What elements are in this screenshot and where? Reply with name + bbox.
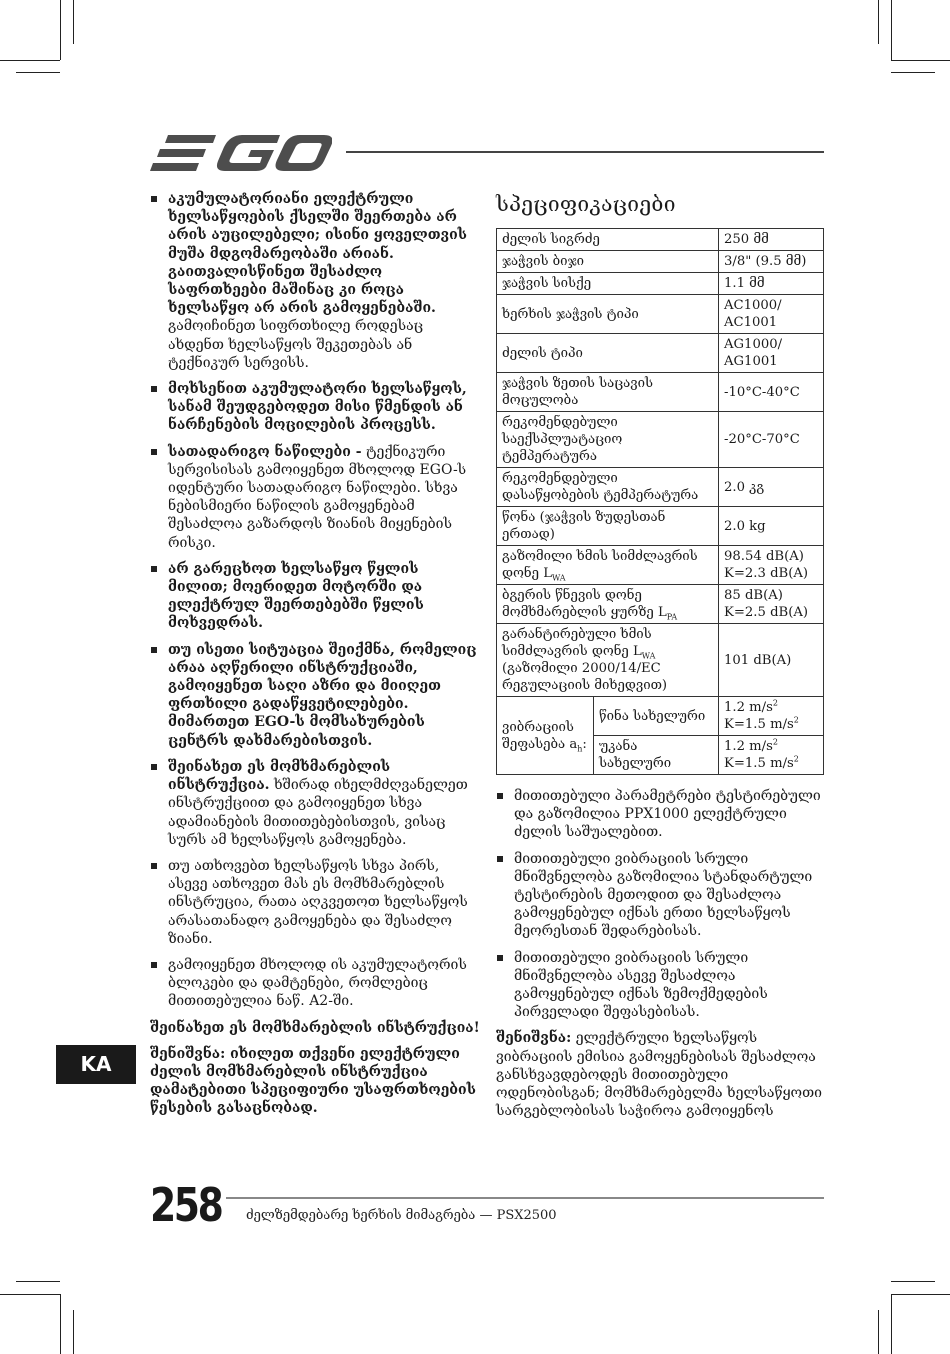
- crop-mark: [891, 1281, 935, 1282]
- crop-mark: [16, 1281, 60, 1282]
- ego-logo: [150, 133, 332, 177]
- crop-mark: [891, 1294, 950, 1295]
- spec-label: წონა (ჯაჭვის ზუდესთან ერთად): [497, 507, 719, 546]
- spec-value: 1.2 $m/s^2$ K=1.5 $m/s^2$: [719, 697, 824, 736]
- safety-list: [150, 190, 480, 1011]
- spec-label: გაზომილი ხმის სიმძლავრის დონე $L_{WA}$: [497, 546, 719, 585]
- crop-mark: [891, 72, 935, 73]
- specifications-table: [496, 228, 824, 775]
- spec-label: რეკომენდებული დასაწყობების ტემპერატურა: [497, 468, 719, 507]
- spec-value: 250 მმ: [719, 229, 824, 251]
- table-row: [497, 295, 824, 334]
- spec-value: -20°C-70°C: [719, 412, 824, 468]
- save-instructions-note: შეინახეთ ეს მომხმარებლის ინსტრუქცია!: [150, 1019, 480, 1036]
- table-row: [497, 273, 824, 295]
- left-column: [150, 190, 480, 1126]
- spec-value: AG1000/ AG1001: [719, 334, 824, 373]
- header-rule: [346, 151, 824, 153]
- list-item: თუ ათხოვებთ ხელსაწყოს სხვა პირს, ასევე ათხოვეთ მას ეს მომხმარებლის ინსტრუცია, რათა აღკვეთოთ ხელსაწყოს არასათანადო გამოყენება და შესაძლო ზიანი.: [150, 857, 480, 948]
- rear-handle-label: უკანა სახელური: [594, 736, 719, 775]
- list-item: სათადარიგო ნაწილები - ტექნიკური სერვისისას გამოიყენეთ მხოლოდ EGO-ს იდენტური სათადარიგო ნაწილები. სხვა ნებისმიერი ნაწილის გამოყენებამ შესაძლოა გაზარდოს ზიანის მიყენების რისკი.: [150, 443, 480, 552]
- list-item: გამოიყენეთ მხოლოდ ის აკუმულატორის ბლოკები და დამტენები, რომლებიც მითითებულია ნაწ. A2-ში.: [150, 956, 480, 1011]
- spec-value: 3/8" (9.5 მმ): [719, 251, 824, 273]
- table-row: [497, 229, 824, 251]
- footer-rule: [226, 1197, 824, 1199]
- crop-mark: [878, 1310, 879, 1354]
- vibration-label: ვიბრაციის შეფასება $a_h$:: [497, 697, 594, 775]
- spec-value: -10°C-40°C: [719, 373, 824, 412]
- spec-value: 2.0 kg: [719, 507, 824, 546]
- spec-value: 85 dB(A) K=2.5 dB(A): [719, 585, 824, 624]
- crop-mark: [891, 0, 892, 60]
- list-item: თუ ისეთი სიტუაცია შეიქმნა, რომელიც არაა აღწერილი ინსტრუქციაში, გამოიყენეთ საღი აზრი და მიიღეთ ფრთხილი გადაწყვეტილებები. მიმართეთ EGO-ს მომსახურების ცენტრს დახმარებისთვის.: [150, 641, 480, 750]
- table-row: [497, 546, 824, 585]
- vibration-note: შენიშვნა: ელექტრული ხელსაწყოს ვიბრაციის ემისია გამოყენებისას შესაძლოა განსხვავდებოდეს მითითებული ოდენობისგან; მომხმარებელმა ხელსაწყოთი სარგებლობისას საჭიროა გამოიყენოს: [496, 1030, 822, 1120]
- crop-mark: [16, 72, 60, 73]
- table-row: [497, 585, 824, 624]
- spec-value: AC1000/ AC1001: [719, 295, 824, 334]
- table-row: [497, 334, 824, 373]
- footer-title: ძელზემდებარე ხერხის მიმაგრება — PSX2500: [246, 1208, 557, 1223]
- specifications-title: სპეციფიკაციები: [496, 192, 676, 216]
- crop-mark: [60, 0, 61, 60]
- ego-logo-graphic: [150, 133, 332, 173]
- list-item: შეინახეთ ეს მომხმარებლის ინსტრუქცია. ხშირად იხელმძღვანელეთ ინსტრუქციით და გამოიყენეთ სხვა ადამიანების მითითებებისთვის, ვისაც სურს ამ ხელსაწყოს გამოყენება.: [150, 758, 480, 849]
- spec-value: 98.54 dB(A) K=2.3 dB(A): [719, 546, 824, 585]
- crop-mark: [0, 60, 60, 61]
- table-row: [497, 697, 824, 736]
- crop-mark: [878, 0, 879, 44]
- spec-value: 101 dB(A): [719, 624, 824, 697]
- spec-label: ძელის ტიპი: [497, 334, 719, 373]
- table-row: [497, 373, 824, 412]
- spec-value: 1.1 მმ: [719, 273, 824, 295]
- right-column: [496, 190, 826, 1128]
- page-number: 258: [150, 1178, 222, 1232]
- spec-value: 1.2 $m/s^2$ K=1.5 $m/s^2$: [719, 736, 824, 775]
- list-item: მითითებული ვიბრაციის სრული მნიშვნელობა გაზომილია სტანდარტული ტესტირების მეთოდით და შესაძლოა გამოყენებულ იქნას ერთი ხელსაწყოს მეორესთან შედარებისას.: [496, 850, 826, 941]
- safety-note: შენიშვნა: იხილეთ თქვენი ელექტრული ძელის მომხმარებლის ინსტრუქცია დამატებითი სპეციფიური უსაფრთხოების წესების გასაცნობად.: [150, 1045, 476, 1117]
- crop-mark: [60, 1294, 61, 1354]
- spec-label: ბგერის წნევის დონე მომხმარებლის ყურზე $L_{PA}$: [497, 585, 719, 624]
- list-item: მოხსენით აკუმულატორი ხელსაწყოს, სანამ შეუდგებოდეთ მისი წმენდის ან ნარჩენების მოცილების პროცესს.: [150, 380, 480, 435]
- crop-mark: [891, 60, 950, 61]
- front-handle-label: წინა სახელური: [594, 697, 719, 736]
- list-item: მითითებული ვიბრაციის სრული მნიშვნელობა ასევე შესაძლოა გამოყენებულ იქნას ზემოქმედების პირველადი შეფასებისას.: [496, 949, 826, 1022]
- spec-value: 2.0 კგ: [719, 468, 824, 507]
- crop-mark: [73, 0, 74, 44]
- table-row: [497, 251, 824, 273]
- spec-notes-list: [496, 787, 826, 1021]
- spec-label: ხერხის ჯაჭვის ტიპი: [497, 295, 719, 334]
- language-tab: KA: [56, 1045, 136, 1084]
- table-row: [497, 412, 824, 468]
- list-item: მითითებული პარამეტრები ტესტირებული და გაზომილია PPX1000 ელექტრული ძელის საშუალებით.: [496, 787, 826, 842]
- spec-label: რეკომენდებული საექსპლუატაციო ტემპერატურა: [497, 412, 719, 468]
- crop-mark: [891, 1294, 892, 1354]
- table-row: [497, 507, 824, 546]
- spec-label: ჯაჭვის სისქე: [497, 273, 719, 295]
- list-item: აკუმულატორიანი ელექტრული ხელსაწყოების ქსელში შეერთება არ არის აუცილებელი; ისინი ყოველთვის მუშა მდგომარეობაში არიან. გაითვალისწინეთ შესაძლო საფრთხეები მაშინაც კი როცა ხელსაწყო არ არის გამოყენებაში. გამოიჩინეთ სიფრთხილე როდესაც ახდენთ ხელსაწყოს შეკეთებას ან ტექნიკურ სერვისს.: [150, 190, 480, 372]
- list-item: არ გარეცხოთ ხელსაწყო წყლის მილით; მოერიდეთ მოტორში და ელექტრულ შეერთებებში წყლის მოხვედრას.: [150, 560, 480, 633]
- spec-label: ჯაჭვის ბიჯი: [497, 251, 719, 273]
- spec-label: ჯაჭვის ზეთის საცავის მოცულობა: [497, 373, 719, 412]
- spec-label: გარანტირებული ხმის სიმძლავრის დონე $L_{WA}$ (გაზომილი 2000/14/EC რეგულაციის მიხედვით): [497, 624, 719, 697]
- table-row: [497, 468, 824, 507]
- crop-mark: [73, 1310, 74, 1354]
- crop-mark: [0, 1294, 60, 1295]
- table-row: [497, 624, 824, 697]
- spec-label: ძელის სიგრძე: [497, 229, 719, 251]
